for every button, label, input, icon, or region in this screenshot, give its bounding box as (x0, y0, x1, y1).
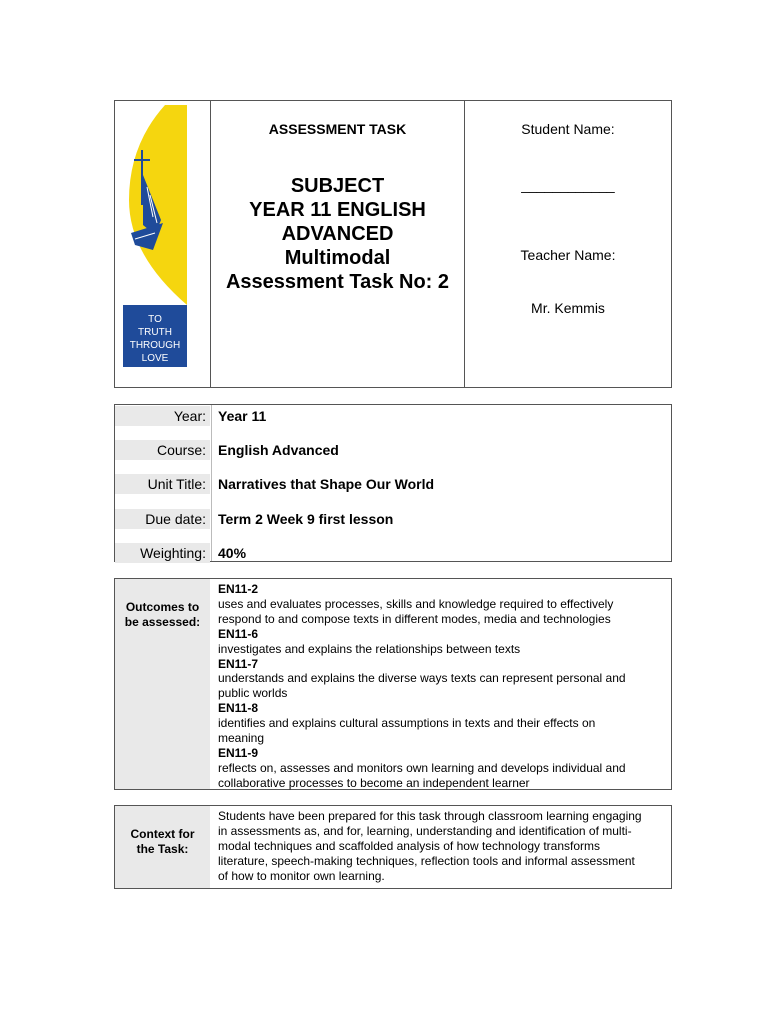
outcome-item (218, 582, 658, 627)
teacher-name-label: Teacher Name: (520, 247, 616, 263)
header-box (114, 100, 672, 388)
outcome-code: EN11-2 (218, 582, 259, 596)
motto-line: LOVE (141, 353, 169, 364)
title-cell (211, 101, 465, 387)
motto-line: TRUTH (138, 327, 172, 338)
info-row-year (115, 406, 671, 426)
info-value: Narratives that Shape Our World (218, 476, 435, 492)
outcomes-label (115, 600, 210, 630)
logo-motto (123, 313, 187, 365)
outcome-code: EN11-9 (218, 745, 259, 760)
label-line: be assessed: (124, 615, 201, 629)
name-cell (465, 101, 671, 387)
outcome-code: EN11-8 (218, 701, 259, 716)
subject-line: ADVANCED (281, 223, 394, 245)
outcome-item (218, 657, 658, 702)
context-label (115, 827, 210, 857)
info-row-due-date (115, 509, 671, 529)
subject-line: SUBJECT (290, 175, 385, 197)
info-label: Due date: (115, 509, 210, 529)
motto-line: TO (148, 314, 162, 325)
outcome-text: collaborative processes to become an independent learner (218, 775, 530, 790)
outcome-text: respond to and compose texts in different modes, media and technologies (218, 611, 611, 626)
task-line: Assessment Task No: 2 (225, 271, 450, 293)
outcome-text: reflects on, assesses and monitors own learning and develops individual and (218, 760, 626, 775)
outcomes-label-cell (115, 579, 210, 789)
info-value: Term 2 Week 9 first lesson (218, 511, 394, 527)
context-line: Students have been prepared for this task through classroom learning engaging (218, 809, 642, 823)
outcome-text: meaning (218, 731, 265, 746)
subject-line: YEAR 11 ENGLISH (249, 199, 426, 221)
motto-line: THROUGH (129, 340, 181, 351)
label-line: Outcomes to (125, 600, 200, 614)
outcome-text: public worlds (218, 686, 288, 701)
info-label: Course: (115, 440, 210, 460)
student-name-field[interactable]: ____________ (521, 177, 615, 193)
outcome-item (218, 746, 658, 791)
info-label: Weighting: (115, 543, 210, 563)
context-section (114, 805, 672, 889)
outcome-item (218, 627, 658, 657)
outcome-text: understands and explains the diverse ways texts can represent personal and (218, 671, 626, 686)
context-line: in assessments as, and for, learning, understanding and identification of multi- (218, 823, 632, 838)
outcomes-section (114, 578, 672, 790)
assessment-task-label: ASSESSMENT TASK (268, 121, 407, 137)
label-line: Context for (130, 827, 195, 841)
outcome-code: EN11-7 (218, 656, 259, 671)
outcome-text: identifies and explains cultural assumptions in texts and their effects on (218, 716, 596, 731)
info-label: Year: (115, 406, 210, 426)
info-row-weighting (115, 543, 671, 563)
label-line: the Task: (136, 842, 189, 856)
context-line: modal techniques and scaffolded analysis of how technology transforms (218, 838, 601, 853)
info-value: English Advanced (218, 442, 339, 458)
info-value: Year 11 (218, 408, 267, 424)
subject-title (211, 174, 464, 246)
student-name-label: Student Name: (521, 121, 615, 137)
outcomes-list (218, 582, 658, 791)
logo-cell (115, 101, 211, 387)
task-line: Multimodal (284, 247, 391, 269)
task-title (211, 246, 464, 294)
info-row-unit-title (115, 474, 671, 494)
context-line: literature, speech-making techniques, reflection tools and informal assessment (218, 853, 635, 868)
task-info-table (114, 404, 672, 562)
context-line: of how to monitor own learning. (218, 868, 385, 883)
outcome-code: EN11-6 (218, 626, 259, 641)
context-text (218, 809, 658, 884)
outcome-item (218, 701, 658, 746)
outcome-text: investigates and explains the relationships between texts (218, 641, 521, 656)
teacher-name: Mr. Kemmis (531, 300, 605, 316)
info-value: 40% (218, 545, 247, 561)
outcome-text: uses and evaluates processes, skills and knowledge required to effectively (218, 596, 614, 611)
info-row-course (115, 440, 671, 460)
info-label: Unit Title: (115, 474, 210, 494)
context-label-cell (115, 806, 210, 888)
